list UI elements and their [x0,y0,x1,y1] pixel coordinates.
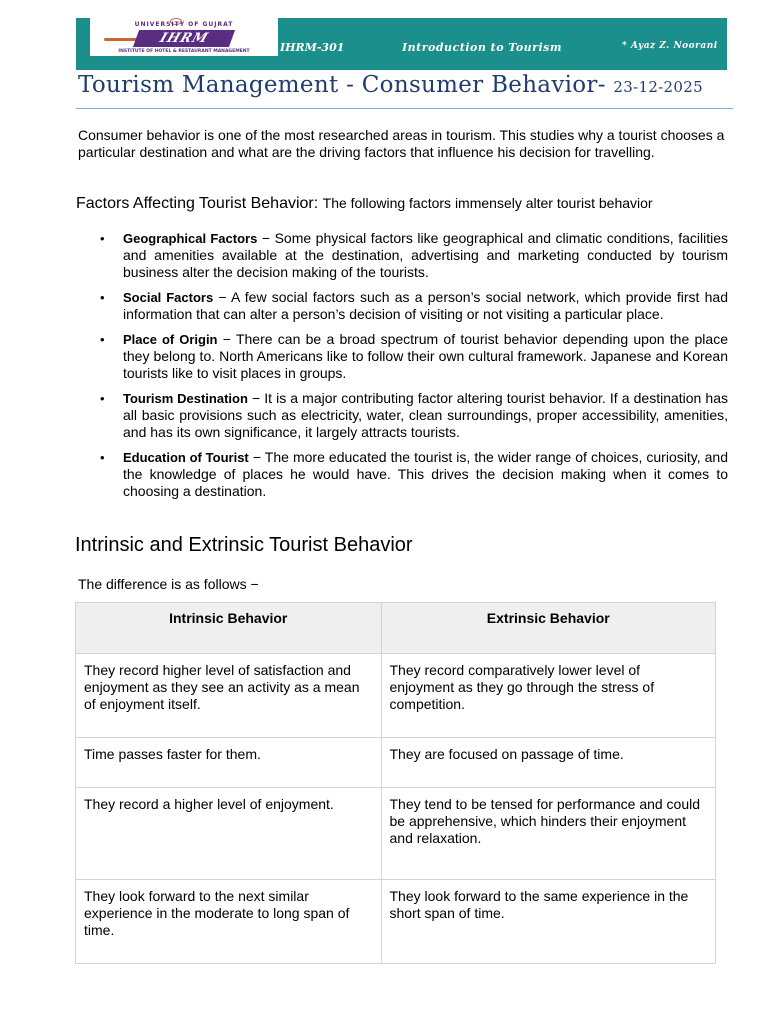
extrinsic-cell: They look forward to the same experience in the short span of time. [381,880,716,964]
intro-paragraph: Consumer behavior is one of the most researched areas in tourism. This studies why a tourist chooses a particular destination and what are the driving factors that influence his decision for travelling. [78,127,725,160]
factors-list [76,230,728,500]
comparison-intro: The difference is as follows − [78,576,259,592]
extrinsic-cell: They are focused on passage of time. [381,738,716,788]
list-item [76,390,728,441]
logo-university-text: UNIVERSITY OF GUJRAT [134,21,234,28]
table-header-row [76,603,716,654]
course-code: IHRM-301 [280,41,345,54]
title-main: Tourism Management - Consumer Behavior- [78,72,606,98]
page-title [78,72,703,98]
list-item [76,331,728,382]
table-row [76,654,716,738]
factors-heading-lead: Factors Affecting Tourist Behavior: [76,195,319,212]
intrinsic-cell: They record higher level of satisfaction and enjoyment as they see an activity as a mean of enjoyment itself. [76,654,382,738]
list-item [76,230,728,281]
intrinsic-cell: They look forward to the next similar experience in the moderate to long span of time. [76,880,382,964]
factor-text: − Some physical factors like geographical and climatic conditions, facilities and amenities available at the destination, advertising and marketing conducted by tourism business alter the decision making of the tourists. [123,230,728,280]
bullet-icon: • [100,290,105,305]
bullet-icon: • [100,391,105,406]
logo-institute-text: INSTITUTE OF HOTEL & RESTAURANT MANAGEMENT [118,49,250,54]
factor-term: Place of Origin [123,332,218,347]
factor-text: − The more educated the tourist is, the wider range of choices, curiosity, and the knowledge of places he would have. This drives the decision making when it comes to choosing a destination. [123,449,729,499]
list-item [76,449,728,500]
swoosh-icon [104,38,138,41]
author-name: * Ayaz Z. Noorani [622,41,718,51]
intrinsic-cell: Time passes faster for them. [76,738,382,788]
factors-heading [76,195,653,213]
factor-term: Tourism Destination [123,391,248,406]
extrinsic-cell: They tend to be tensed for performance and could be apprehensive, which hinders their enjoyment and relaxation. [381,788,716,880]
table-row [76,880,716,964]
factor-text: − It is a major contributing factor altering tourist behavior. If a destination has all basic provisions such as electricity, water, clean surroundings, proper accessibility, amenities, and has its own significance, it largely attracts tourists. [123,390,728,440]
factor-term: Social Factors [123,290,214,305]
list-item [76,289,728,323]
table-row [76,738,716,788]
factor-term: Education of Tourist [123,450,249,465]
factors-heading-rest: The following factors immensely alter tourist behavior [322,195,653,211]
factor-term: Geographical Factors [123,231,258,246]
comparison-heading: Intrinsic and Extrinsic Tourist Behavior [75,534,413,556]
bullet-icon: • [100,332,105,347]
header-extrinsic: Extrinsic Behavior [381,603,716,654]
logo-mark: IHRM [133,30,235,47]
intrinsic-cell: They record a higher level of enjoyment. [76,788,382,880]
title-date: 23-12-2025 [613,78,703,96]
comparison-table [75,602,716,964]
header-intrinsic: Intrinsic Behavior [76,603,382,654]
extrinsic-cell: They record comparatively lower level of enjoyment as they go through the stress of competition. [381,654,716,738]
subject-title: Introduction to Tourism [402,41,562,54]
bullet-icon: • [100,231,105,246]
factor-text: − There can be a broad spectrum of tourist behavior depending upon the place they belong to. North Americans like to follow their own cultural framework. Japanese and Korean tourists like to visit places in groups. [123,331,728,381]
table-row [76,788,716,880]
title-divider [76,108,733,109]
bullet-icon: • [100,450,105,465]
university-logo [90,18,278,56]
factor-text: − A few social factors such as a person’s social network, which provide first had information that can alter a person’s decision of visiting or not visiting a particular place. [123,289,728,322]
